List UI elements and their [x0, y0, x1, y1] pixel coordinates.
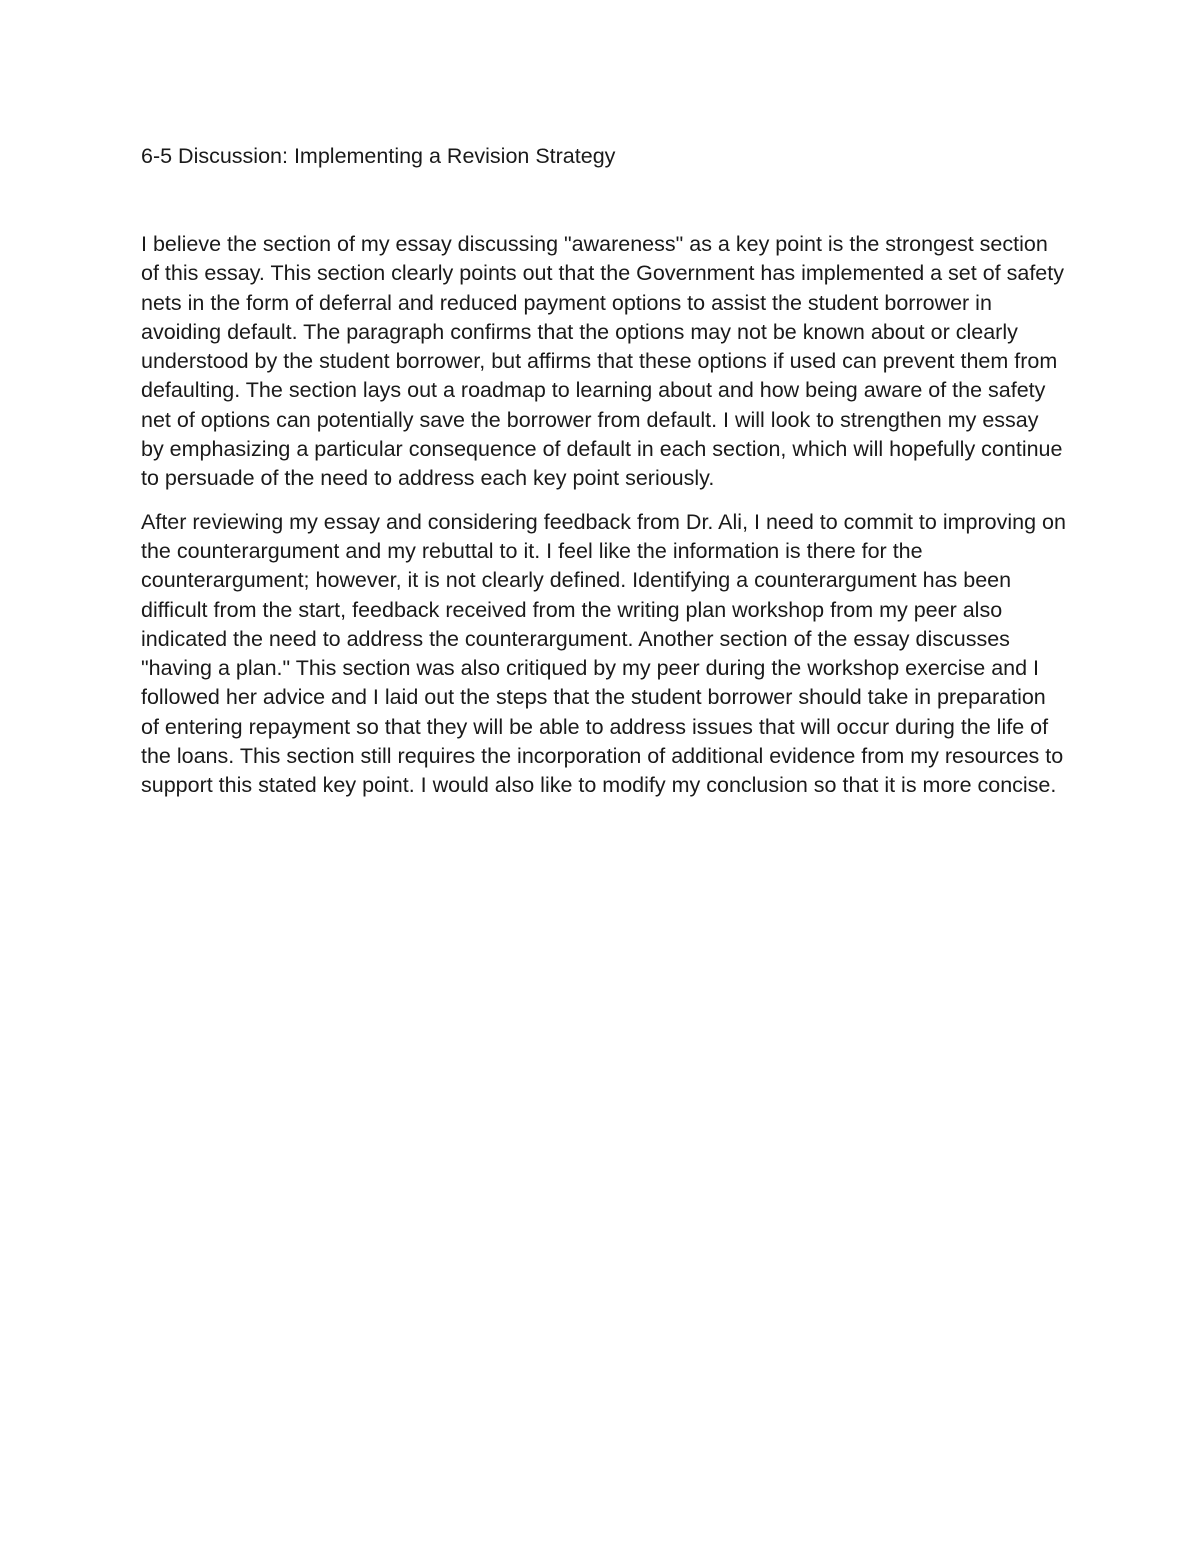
document-title: 6-5 Discussion: Implementing a Revision Strategy: [141, 144, 616, 168]
body-paragraph-1: I believe the section of my essay discussing "awareness" as a key point is the strongest section of this essay. This section clearly points out that the Government has implemented a set of safety nets in the form of deferral and reduced payment options to assist the student borrower in avoiding default. The paragraph confirms that the options may not be known about or clearly understood by the student borrower, but affirms that these options if used can prevent them from defaulting. The section lays out a roadmap to learning about and how being aware of the safety net of options can potentially save the borrower from default. I will look to strengthen my essay by emphasizing a particular consequence of default in each section, which will hopefully continue to persuade of the need to address each key point seriously.: [141, 232, 1064, 491]
document-body: [141, 230, 1066, 801]
body-paragraph-2: After reviewing my essay and considering feedback from Dr. Ali, I need to commit to improving on the counterargument and my rebuttal to it. I feel like the information is there for the counterargument; however, it is not clearly defined. Identifying a counterargument has been difficult from the start, feedback received from the writing plan workshop from my peer also indicated the need to address the counterargument. Another section of the essay discusses "having a plan." This section was also critiqued by my peer during the workshop exercise and I followed her advice and I laid out the steps that the student borrower should take in preparation of entering repayment so that they will be able to address issues that will occur during the life of the loans. This section still requires the incorporation of additional evidence from my resources to support this stated key point. I would also like to modify my conclusion so that it is more concise.: [141, 509, 1066, 798]
document-content: [141, 140, 1066, 815]
